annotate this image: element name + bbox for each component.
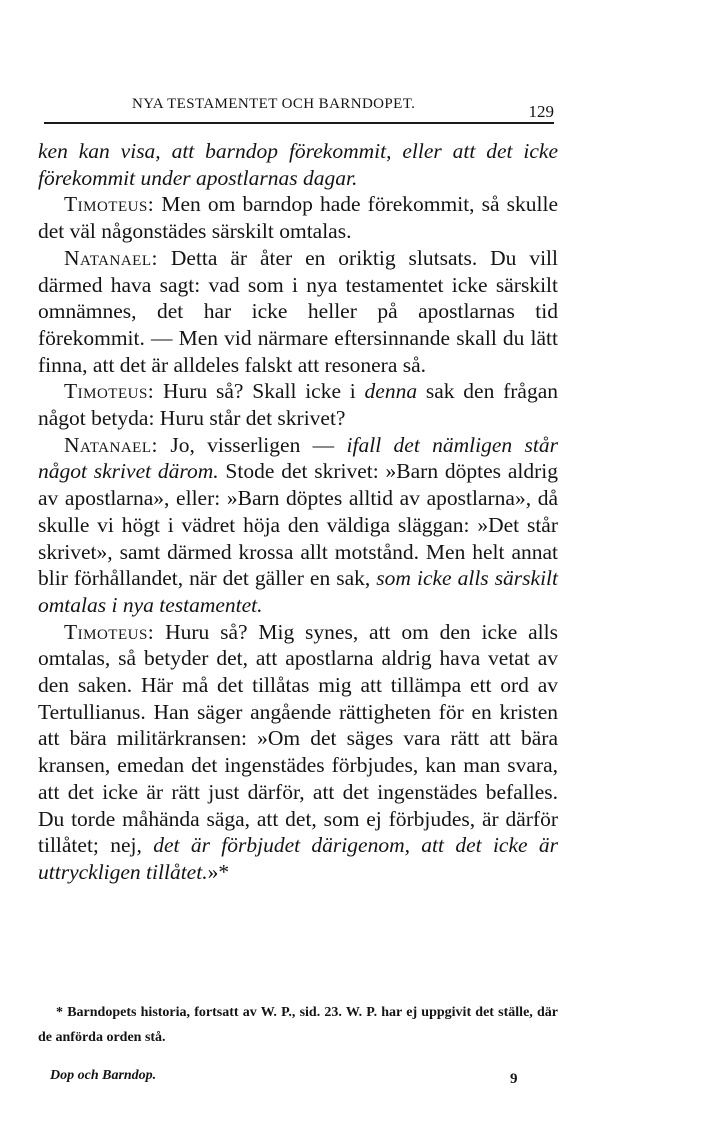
- paragraph-5: [38, 432, 558, 619]
- p1-italic: ken kan visa, att barndop förekommit, eller att det icke förekommit under apostlarnas dagar.: [38, 139, 558, 190]
- p6-text-2: »*: [207, 859, 230, 884]
- p4-text-1: Huru så? Skall icke i: [154, 379, 365, 404]
- page-number: 129: [528, 102, 554, 121]
- signature-mark: 9: [510, 1071, 518, 1087]
- p3-text: Detta är åter en oriktig slutsats. Du vill därmed hava sagt: vad som i nya testamentet icke särskilt omnämnes, det har icke heller på apostlarnas tid förekommit. — Men vid närmare eftersinnande skall du lätt finna, att det är alldeles falskt att resonera så.: [38, 245, 558, 377]
- paragraph-1: [38, 138, 558, 191]
- paragraph-2: [38, 191, 558, 244]
- speaker-natanael: Natanael:: [64, 245, 158, 270]
- footnote-text: * Barndopets historia, fortsatt av W. P., sid. 23. W. P. har ej uppgivit det ställe, där de anförda orden stå.: [38, 1005, 558, 1045]
- p6-italic: det är förbjudet därigenom, att det icke är uttryckligen tillåtet.: [38, 833, 558, 884]
- signature-line: Dop och Barndop.: [50, 1068, 157, 1083]
- speaker-timoteus: Timoteus:: [64, 619, 155, 644]
- p5-italic-2: som icke alls särskilt omtalas i nya testamentet.: [38, 566, 559, 617]
- footnote: [38, 1000, 558, 1050]
- speaker-natanael: Natanael:: [64, 432, 158, 457]
- speaker-timoteus: Timoteus:: [64, 192, 155, 217]
- p4-italic: denna: [364, 379, 418, 404]
- body-text: [38, 138, 558, 886]
- p5-text-1: Jo, visserligen —: [157, 432, 347, 457]
- p5-text-2: Stode det skrivet: »Barn döptes aldrig av apostlarna», eller: »Barn döptes alltid av apostlarna», då skulle vi högt i vädret höja den väldiga släggan: »Det står skrivet», samt därmed krossa allt motstånd. Men helt annat blir förhållandet, när det gäller en sak,: [38, 459, 558, 591]
- running-head: NYA TESTAMENTET OCH BARNDOPET.: [132, 96, 416, 112]
- p6-text-1: Huru så? Mig synes, att om den icke alls omtalas, så betyder det, att apostlarna aldrig hava vetat av den saken. Här må det tillåtas mig att tillämpa ett ord av Tertullianus. Han säger angående rättigheten för en kristen att bära militärkransen: »Om det säges vara rätt att bära kransen, emedan det ingenstädes förbjudes, kan man svara, att det icke är rätt just därför, att det ingenstädes befalles. Du torde måhända säga, att det, som ej förbjudes, är därför tillåtet; nej,: [38, 619, 558, 858]
- page-header: [44, 96, 554, 124]
- paragraph-3: [38, 245, 558, 379]
- p2-text: Men om barndop hade förekommit, så skulle det väl någonstädes särskilt omtalas.: [38, 192, 558, 244]
- p4-text-2: sak den frågan något betyda: Huru står det skrivet?: [38, 379, 558, 431]
- p5-italic-1: ifall det nämligen står något skrivet därom.: [38, 432, 558, 484]
- paragraph-4: [38, 378, 558, 431]
- speaker-timoteus: Timoteus:: [64, 379, 155, 404]
- paragraph-6: [38, 619, 558, 886]
